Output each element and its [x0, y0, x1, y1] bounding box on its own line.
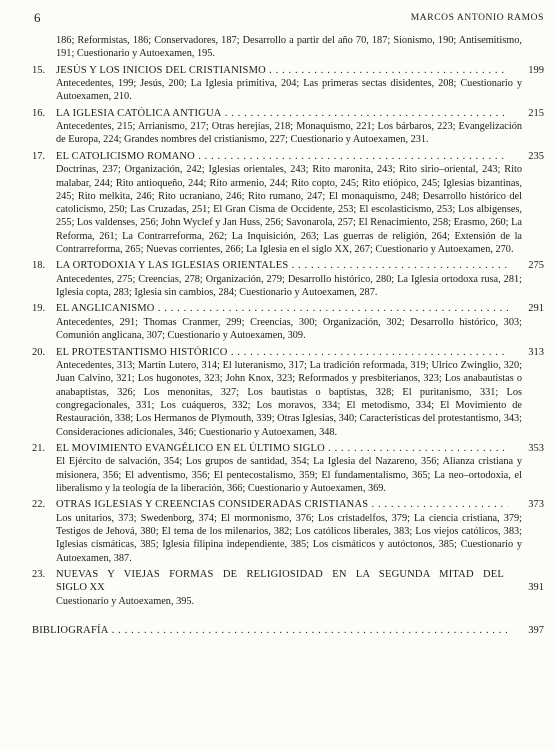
toc-chapter-17: [32, 150, 544, 257]
chapter-title: OTRAS IGLESIAS Y CREENCIAS CONSIDERADAS CRISTIANAS . . .: [56, 498, 508, 512]
table-of-contents: [32, 34, 544, 638]
running-head: MARCOS ANTONIO RAMOS: [410, 13, 544, 23]
chapter-number: 20.: [32, 346, 46, 358]
chapter-number: 21.: [32, 442, 46, 454]
chapter-subentries: Antecedentes, 275; Creencias, 278; Organización, 279; Desarrollo histórico, 280; La Iglesia ortodoxa rusa, 281; Iglesia copta, 283; Iglesia sin cambios, 284; Cuestionario y Autoexamen, 287.: [56, 273, 522, 299]
chapter-subentries: Antecedentes, 291; Thomas Cranmer, 299; Creencias, 300; Organización, 302; Desarrollo histórico, 303; Comunión anglicana, 307; Cuestionario y Autoexamen, 309.: [56, 316, 522, 342]
toc-chapter-22: [32, 498, 544, 565]
chapter-title-line-1: NUEVAS Y VIEJAS FORMAS DE RELIGIOSIDAD EN LA SEGUNDA MITAD DEL: [56, 568, 504, 580]
chapter-subentries: Antecedentes, 215; Arrianismo, 217; Otras herejías, 218; Monaquismo, 221; Los bárbaros, 223; Evangelización de Europa, 224; Grandes nombres del cristianismo, 227; Cuestionario y Autoexamen, 231.: [56, 121, 522, 146]
toc-chapter-21: [32, 442, 544, 495]
toc-bibliography: [32, 624, 544, 638]
page-number: 6: [34, 10, 41, 25]
toc-chapter-18: [32, 259, 544, 299]
chapter-title: EL CATOLICISMO ROMANO . . .: [56, 150, 508, 164]
toc-chapter-20: [32, 346, 544, 439]
chapter-subentries: El Ejército de salvación, 354; Los grupos de santidad, 354; La Iglesia del Nazareno, 356; Alianza cristiana y misionera, 356; El adventismo, 356; El pentecostalismo, 359; El fundamentalismo, 365; La neo–ortodoxia, el liberalismo y la teología de la liberación, 366; Cuestionario y Autoexamen, 369.: [56, 456, 522, 494]
chapter-title: JESÚS Y LOS INICIOS DEL CRISTIANISMO . . .: [56, 64, 508, 78]
chapter-subentries: Antecedentes, 313; Martín Lutero, 314; El luteranismo, 317; La tradición reformada, 319; Ulrico Zwinglio, 320; Juan Calvino, 321; Los hugonotes, 323; John Knox, 323; Reformados y presbiterianos, 323; Los anabautistas o anabaptistas, 326; Los menonitas, 327; Los bautistas o baptistas, 328; El puritanismo, 331; Los congregacionales, 331; Los cuáqueros, 332; Los moravos, 334; El metodismo, 334; El Movimiento de Restauración, 338; Los Hermanos de Plymouth, 339; Otras Iglesias, 340; Características del protestantismo, 343; Consideraciones adicionales, 346; Cuestionario y Autoexamen, 348.: [56, 360, 522, 438]
chapter-subentries: Los unitarios, 373; Swedenborg, 374; El mormonismo, 376; Los cristadelfos, 379; La ciencia cristiana, 379; Testigos de Jehová, 380; El tema de los milenarios, 382; Los católicos liberales, 383; Los viejos católicos, 383; Iglesias cismáticas, 385; Iglesia filipina independiente, 385; Los cismáticos y autóctonos, 385; Cuestionario y Autoexamen, 387.: [56, 512, 522, 564]
toc-chapter-23: [32, 568, 544, 608]
toc-chapter-19: [32, 302, 544, 342]
continued-entries: 186; Reformistas, 186; Conservadores, 187; Desarrollo a partir del año 70, 187; Sionismo, 190; Antisemitismo, 191; Cuestionario y Autoexamen, 195.: [56, 35, 522, 60]
chapter-page: 391: [528, 582, 544, 594]
chapter-number: 22.: [32, 499, 46, 511]
chapter-page: 235: [528, 150, 544, 162]
bibliography-title: BIBLIOGRAFÍA . . .: [32, 624, 508, 638]
chapter-page: 313: [528, 346, 544, 358]
chapter-title: EL PROTESTANTISMO HISTÓRICO . . .: [56, 346, 508, 360]
chapter-number: 23.: [32, 568, 46, 580]
chapter-page: 373: [528, 499, 544, 511]
chapter-subentries: Doctrinas, 237; Organización, 242; Iglesias orientales, 243; Rito maronita, 243; Rito sirio–oriental, 243; Rito malabar, 244; Rito antioqueño, 244; Rito armenio, 244; Rito copto, 245; Rito etiópico, 245; Iglesias bizantinas, 245; Rito melkita, 246; Rito ucraniano, 246; Rito rumano, 247; El monaquismo, 248; Desarrollo histórico del catolicismo, 250; Las Cruzadas, 251; El Gran Cisma de Occidente, 253; El escolasticismo, 253; Los albigenses, 255; Los valdenses, 256; John Wyclef y Jan Huss, 256; Savonarola, 257; El Renacimiento, 258; Erasmo, 260; La Reforma, 261; La Contrarreforma, 262; La Inquisición, 263; Las guerras de religión, 264; Extensión de la Contrarreforma, 265; Nuevas corrientes, 266; La Iglesia en el siglo XX, 267; Cuestionario y Autoexamen, 270.: [56, 164, 522, 256]
chapter-page: 275: [528, 260, 544, 272]
chapter-page: 291: [528, 303, 544, 315]
chapter-number: 16.: [32, 107, 46, 119]
chapter-title: EL MOVIMIENTO EVANGÉLICO EN EL ÚLTIMO SIGLO . . .: [56, 442, 508, 456]
toc-chapter-15: [32, 64, 544, 104]
chapter-number: 19.: [32, 303, 46, 315]
chapter-subentries: Cuestionario y Autoexamen, 395.: [56, 595, 195, 607]
chapter-number: 18.: [32, 260, 46, 272]
chapter-title: EL ANGLICANISMO . . .: [56, 302, 508, 316]
chapter-number: 17.: [32, 150, 46, 162]
chapter-title-line-2: SIGLO XX: [56, 582, 105, 594]
chapter-page: 353: [528, 442, 544, 454]
toc-chapter-16: [32, 107, 544, 147]
chapter-subentries: Antecedentes, 199; Jesús, 200; La Iglesia primitiva, 204; Las primeras sectas disidentes, 208; Cuestionario y Autoexamen, 210.: [56, 78, 522, 103]
chapter-number: 15.: [32, 64, 46, 76]
chapter-page: 199: [528, 64, 544, 76]
bibliography-page: 397: [528, 625, 544, 637]
chapter-title: LA IGLESIA CATÓLICA ANTIGUA . . .: [56, 107, 508, 121]
chapter-page: 215: [528, 107, 544, 119]
chapter-title: LA ORTODOXIA Y LAS IGLESIAS ORIENTALES . . .: [56, 259, 508, 273]
